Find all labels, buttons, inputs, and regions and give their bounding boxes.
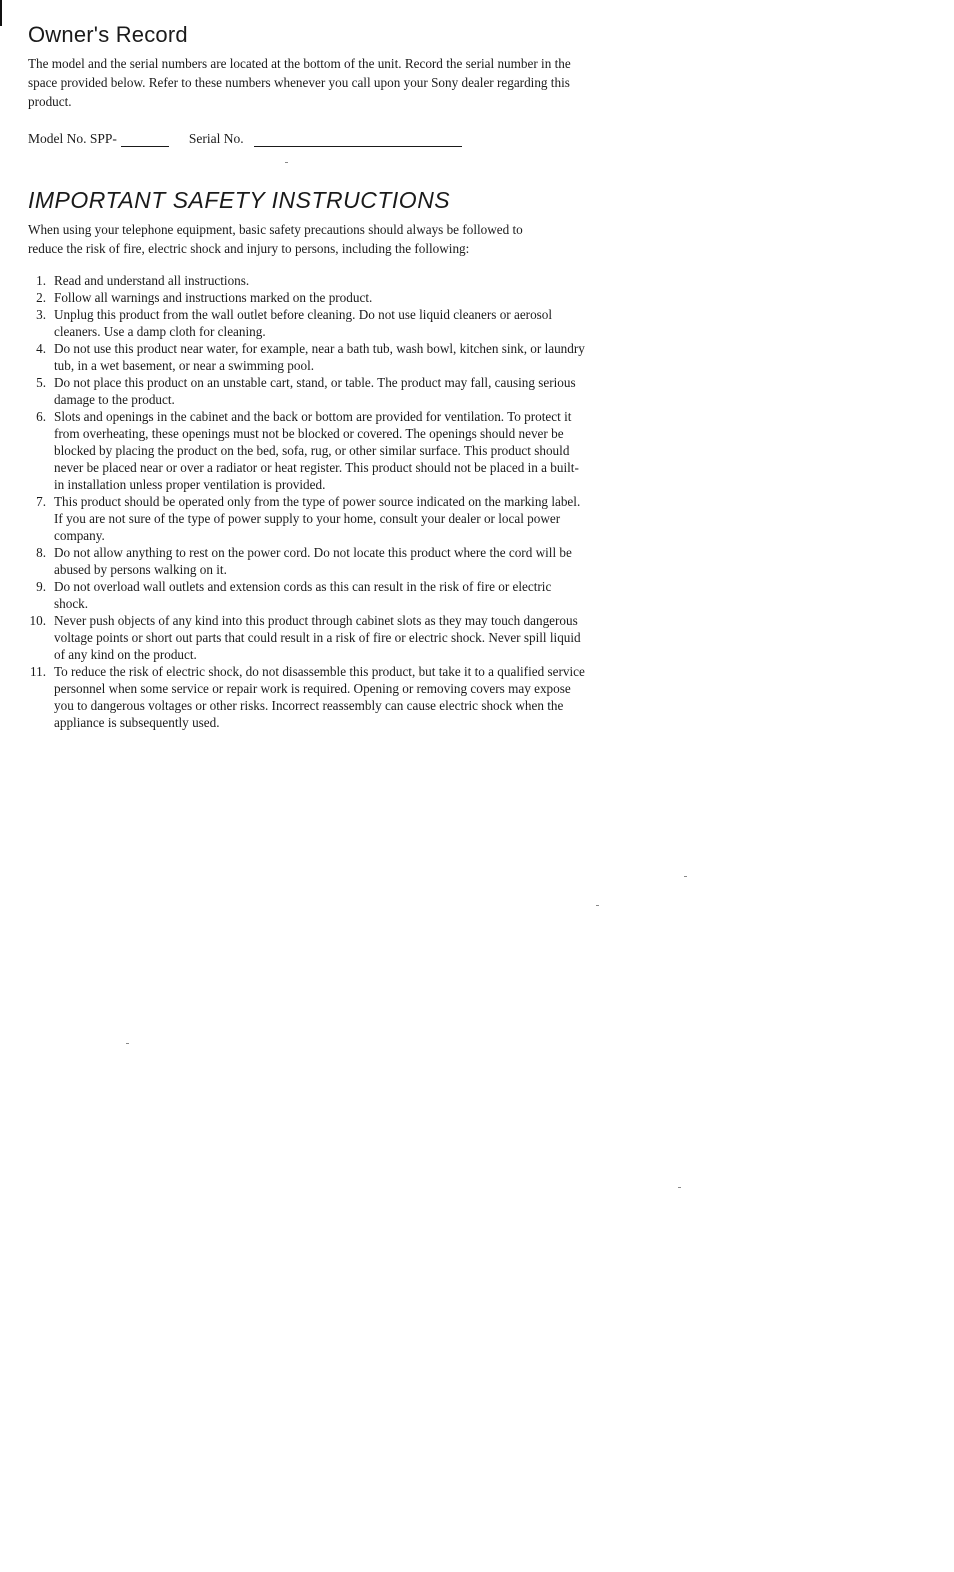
safety-item-number: 6. (36, 409, 46, 424)
safety-title: IMPORTANT SAFETY INSTRUCTIONS (28, 187, 451, 213)
safety-item-text: Never push objects of any kind into this product through cabinet slots as they may touch dangerous voltage points or short out parts that could result in a risk of fire or electric shock. Never spill liquid of any kind on the product. (54, 613, 581, 662)
owners-record-text: The model and the serial numbers are located at the bottom of the unit. Record the serial number in the space provided below. Refer to these numbers whenever you call upon your Sony dealer regarding this product. (28, 56, 571, 109)
owners-record-title: Owner's Record (28, 22, 188, 47)
safety-item (28, 272, 588, 289)
safety-item-text: Follow all warnings and instructions marked on the product. (54, 290, 373, 305)
safety-item-number: 2. (36, 290, 46, 305)
safety-item-text: Do not overload wall outlets and extension cords as this can result in the risk of fire or electric shock. (54, 579, 552, 611)
scan-speck (678, 1187, 681, 1188)
safety-item (28, 578, 588, 612)
safety-item-text: To reduce the risk of electric shock, do not disassemble this product, but take it to a qualified service personnel when some service or repair work is required. Opening or removing covers may expose you to dangerous voltages or other risks. Incorrect reassembly can cause electric shock when the appliance is subsequently used. (54, 664, 585, 730)
safety-intro: When using your telephone equipment, basic safety precautions should always be followed to reduce the risk of fire, electric shock and injury to persons, including the following: (28, 222, 523, 256)
safety-item (28, 289, 588, 306)
safety-item (28, 374, 588, 408)
safety-instructions-list (28, 272, 588, 731)
serial-number-label: Serial No. (188, 131, 244, 146)
safety-item-number: 9. (36, 579, 46, 594)
safety-section (28, 187, 588, 731)
scan-speck (285, 162, 288, 163)
safety-item-text: Do not use this product near water, for example, near a bath tub, wash bowl, kitchen sink, or laundry tub, in a wet basement, or near a swimming pool. (54, 341, 585, 373)
scan-edge-mark (0, 0, 2, 26)
record-fields (28, 131, 588, 147)
scan-speck (684, 876, 687, 877)
safety-item-text: Slots and openings in the cabinet and the back or bottom are provided for ventilation. To protect it from overheating, these openings must not be blocked or covered. The openings should never be blocked by placing the product on the bed, sofa, rug, or other similar surface. This product should never be placed near or over a radiator or heat register. This product should not be placed in a built-in installation unless proper ventilation is provided. (54, 409, 579, 492)
safety-item-text: Read and understand all instructions. (54, 273, 250, 288)
safety-item-number: 4. (36, 341, 46, 356)
safety-item (28, 340, 588, 374)
safety-item (28, 493, 588, 544)
document-page (28, 22, 588, 731)
safety-item-text: Do not allow anything to rest on the power cord. Do not locate this product where the cord will be abused by persons walking on it. (54, 545, 572, 577)
safety-item-number: 5. (36, 375, 46, 390)
safety-item (28, 306, 588, 340)
safety-item-text: This product should be operated only from the type of power source indicated on the marking label. If you are not sure of the type of power supply to your home, consult your dealer or local power company. (54, 494, 581, 543)
scan-speck (126, 1043, 129, 1044)
safety-item-number: 8. (36, 545, 46, 560)
safety-item (28, 408, 588, 493)
model-number-label: Model No. SPP- (28, 131, 117, 146)
safety-item-number: 1. (36, 273, 46, 288)
safety-item (28, 612, 588, 663)
scan-speck (596, 905, 599, 906)
safety-item (28, 544, 588, 578)
safety-item (28, 663, 588, 731)
model-number-blank (121, 134, 169, 147)
safety-item-number: 11. (30, 664, 46, 679)
safety-item-number: 3. (36, 307, 46, 322)
safety-item-text: Unplug this product from the wall outlet before cleaning. Do not use liquid cleaners or aerosol cleaners. Use a damp cloth for cleaning. (54, 307, 553, 339)
safety-item-number: 10. (29, 613, 46, 628)
safety-item-text: Do not place this product on an unstable cart, stand, or table. The product may fall, causing serious damage to the product. (54, 375, 576, 407)
safety-item-number: 7. (36, 494, 46, 509)
owners-record-section (28, 22, 588, 147)
serial-number-blank (254, 134, 462, 147)
